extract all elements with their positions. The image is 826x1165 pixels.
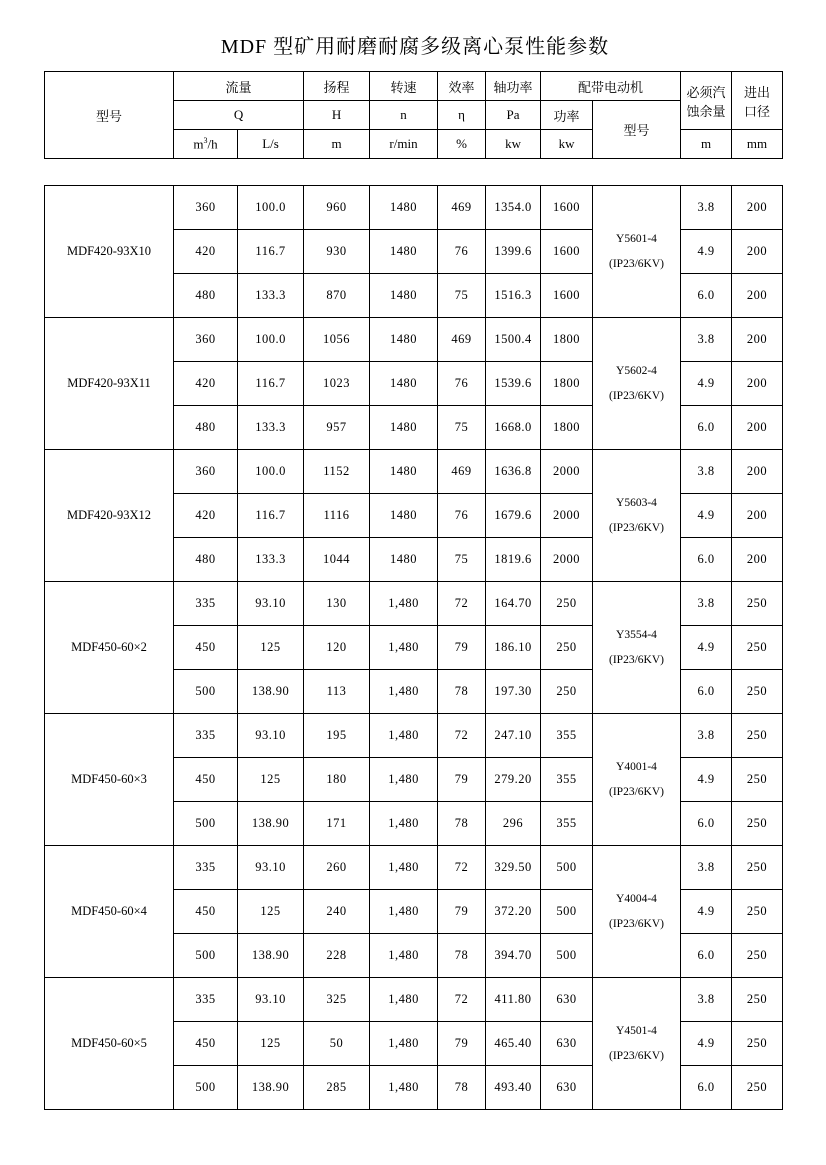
cell-flow-m3h: 450 xyxy=(174,626,238,670)
cell-head: 240 xyxy=(304,890,370,934)
cell-port-diameter: 250 xyxy=(732,802,783,846)
motor-model-spec: (IP23/6KV) xyxy=(609,257,664,270)
table-row xyxy=(45,978,783,1022)
cell-motor-power: 630 xyxy=(541,1066,593,1110)
cell-shaft-power: 1500.4 xyxy=(486,318,541,362)
header-group-efficiency: 效率 xyxy=(438,72,486,101)
motor-model-name: Y3554-4 xyxy=(616,629,657,642)
cell-flow-ls: 93.10 xyxy=(238,582,304,626)
cell-flow-ls: 93.10 xyxy=(238,978,304,1022)
cell-motor-model xyxy=(593,450,681,582)
header-group-flow: 流量 xyxy=(174,72,304,101)
header-unit-npsh: m xyxy=(681,130,732,159)
cell-motor-power: 500 xyxy=(541,846,593,890)
cell-motor-power: 2000 xyxy=(541,450,593,494)
table-header xyxy=(44,71,783,159)
cell-shaft-power: 465.40 xyxy=(486,1022,541,1066)
cell-npsh: 4.9 xyxy=(681,230,732,274)
cell-npsh: 6.0 xyxy=(681,1066,732,1110)
cell-pump-model: MDF420-93X12 xyxy=(45,450,174,582)
cell-flow-m3h: 335 xyxy=(174,582,238,626)
header-symbol-h: H xyxy=(304,101,370,130)
cell-flow-ls: 133.3 xyxy=(238,538,304,582)
cell-head: 285 xyxy=(304,1066,370,1110)
page-title: MDF 型矿用耐磨耐腐多级离心泵性能参数 xyxy=(220,36,610,58)
cell-flow-ls: 125 xyxy=(238,758,304,802)
cell-port-diameter: 200 xyxy=(732,406,783,450)
cell-flow-m3h: 500 xyxy=(174,802,238,846)
cell-head: 1056 xyxy=(304,318,370,362)
cell-shaft-power: 1668.0 xyxy=(486,406,541,450)
cell-speed: 1,480 xyxy=(370,934,438,978)
cell-speed: 1,480 xyxy=(370,1022,438,1066)
cell-flow-ls: 133.3 xyxy=(238,274,304,318)
cell-motor-power: 355 xyxy=(541,758,593,802)
cell-npsh: 3.8 xyxy=(681,714,732,758)
motor-model-spec: (IP23/6KV) xyxy=(609,521,664,534)
cell-flow-m3h: 480 xyxy=(174,538,238,582)
cell-head: 113 xyxy=(304,670,370,714)
cell-flow-m3h: 450 xyxy=(174,1022,238,1066)
cell-efficiency: 78 xyxy=(438,1066,486,1110)
cell-pump-model: MDF450-60×5 xyxy=(45,978,174,1110)
cell-port-diameter: 200 xyxy=(732,538,783,582)
cell-head: 195 xyxy=(304,714,370,758)
cell-port-diameter: 200 xyxy=(732,362,783,406)
motor-model-spec: (IP23/6KV) xyxy=(609,389,664,402)
cell-efficiency: 76 xyxy=(438,494,486,538)
header-symbol-n: n xyxy=(370,101,438,130)
cell-npsh: 6.0 xyxy=(681,538,732,582)
header-symbol-eta: η xyxy=(438,101,486,130)
cell-motor-power: 1800 xyxy=(541,406,593,450)
cell-efficiency: 72 xyxy=(438,978,486,1022)
cell-port-diameter: 250 xyxy=(732,670,783,714)
cell-port-diameter: 250 xyxy=(732,1022,783,1066)
cell-flow-m3h: 500 xyxy=(174,934,238,978)
cell-shaft-power: 296 xyxy=(486,802,541,846)
cell-npsh: 3.8 xyxy=(681,450,732,494)
header-group-speed: 转速 xyxy=(370,72,438,101)
cell-efficiency: 79 xyxy=(438,890,486,934)
cell-port-diameter: 250 xyxy=(732,626,783,670)
cell-shaft-power: 164.70 xyxy=(486,582,541,626)
motor-model-name: Y4001-4 xyxy=(616,761,657,774)
header-unit-ls: L/s xyxy=(238,130,304,159)
cell-motor-power: 500 xyxy=(541,934,593,978)
motor-model-spec: (IP23/6KV) xyxy=(609,917,664,930)
cell-flow-m3h: 360 xyxy=(174,450,238,494)
motor-model-name: Y5603-4 xyxy=(616,497,657,510)
cell-speed: 1480 xyxy=(370,538,438,582)
header-motor-model: 型号 xyxy=(593,101,681,159)
cell-motor-model xyxy=(593,846,681,978)
cell-pump-model: MDF420-93X10 xyxy=(45,186,174,318)
cell-head: 50 xyxy=(304,1022,370,1066)
cell-flow-m3h: 335 xyxy=(174,978,238,1022)
cell-flow-ls: 125 xyxy=(238,1022,304,1066)
cell-speed: 1480 xyxy=(370,406,438,450)
motor-model-spec: (IP23/6KV) xyxy=(609,785,664,798)
cell-speed: 1,480 xyxy=(370,670,438,714)
cell-flow-ls: 138.90 xyxy=(238,802,304,846)
cell-port-diameter: 200 xyxy=(732,450,783,494)
cell-head: 930 xyxy=(304,230,370,274)
cell-efficiency: 469 xyxy=(438,186,486,230)
cell-port-diameter: 200 xyxy=(732,494,783,538)
header-unit-percent: % xyxy=(438,130,486,159)
cell-speed: 1,480 xyxy=(370,890,438,934)
cell-motor-power: 355 xyxy=(541,714,593,758)
header-row-1 xyxy=(45,72,783,101)
cell-head: 960 xyxy=(304,186,370,230)
unit-sup: 3 xyxy=(203,135,208,145)
header-npsh-line1: 必须汽 xyxy=(686,84,726,100)
motor-model-name: Y4501-4 xyxy=(616,1025,657,1038)
cell-efficiency: 79 xyxy=(438,1022,486,1066)
cell-pump-model: MDF420-93X11 xyxy=(45,318,174,450)
cell-flow-ls: 125 xyxy=(238,626,304,670)
cell-head: 1044 xyxy=(304,538,370,582)
cell-shaft-power: 1354.0 xyxy=(486,186,541,230)
cell-speed: 1,480 xyxy=(370,802,438,846)
cell-flow-m3h: 450 xyxy=(174,758,238,802)
cell-npsh: 3.8 xyxy=(681,318,732,362)
cell-flow-ls: 138.90 xyxy=(238,670,304,714)
unit-per-h: /h xyxy=(207,136,218,152)
cell-shaft-power: 1516.3 xyxy=(486,274,541,318)
cell-flow-m3h: 420 xyxy=(174,494,238,538)
cell-flow-ls: 93.10 xyxy=(238,714,304,758)
cell-flow-ls: 116.7 xyxy=(238,362,304,406)
motor-model-name: Y4004-4 xyxy=(616,893,657,906)
cell-shaft-power: 197.30 xyxy=(486,670,541,714)
cell-flow-m3h: 335 xyxy=(174,846,238,890)
cell-head: 325 xyxy=(304,978,370,1022)
cell-motor-power: 250 xyxy=(541,626,593,670)
cell-port-diameter: 250 xyxy=(732,1066,783,1110)
cell-flow-m3h: 420 xyxy=(174,362,238,406)
cell-head: 1023 xyxy=(304,362,370,406)
motor-model-name: Y5601-4 xyxy=(616,233,657,246)
cell-port-diameter: 250 xyxy=(732,758,783,802)
cell-port-diameter: 200 xyxy=(732,230,783,274)
cell-shaft-power: 186.10 xyxy=(486,626,541,670)
header-npsh-line2: 蚀余量 xyxy=(686,103,726,119)
cell-motor-power: 630 xyxy=(541,978,593,1022)
cell-motor-power: 630 xyxy=(541,1022,593,1066)
table-row xyxy=(45,846,783,890)
table-row xyxy=(45,582,783,626)
cell-npsh: 4.9 xyxy=(681,1022,732,1066)
cell-npsh: 6.0 xyxy=(681,934,732,978)
cell-speed: 1,480 xyxy=(370,582,438,626)
cell-motor-power: 355 xyxy=(541,802,593,846)
header-group-head: 扬程 xyxy=(304,72,370,101)
cell-head: 260 xyxy=(304,846,370,890)
cell-efficiency: 75 xyxy=(438,538,486,582)
cell-efficiency: 75 xyxy=(438,406,486,450)
cell-head: 1152 xyxy=(304,450,370,494)
cell-speed: 1,480 xyxy=(370,758,438,802)
cell-speed: 1480 xyxy=(370,186,438,230)
cell-flow-m3h: 360 xyxy=(174,318,238,362)
cell-motor-power: 250 xyxy=(541,670,593,714)
cell-port-diameter: 200 xyxy=(732,318,783,362)
cell-head: 120 xyxy=(304,626,370,670)
header-port-line1: 进出 xyxy=(744,84,771,100)
cell-motor-model xyxy=(593,318,681,450)
cell-efficiency: 76 xyxy=(438,362,486,406)
cell-npsh: 6.0 xyxy=(681,274,732,318)
cell-pump-model: MDF450-60×4 xyxy=(45,846,174,978)
cell-shaft-power: 1399.6 xyxy=(486,230,541,274)
cell-npsh: 3.8 xyxy=(681,846,732,890)
cell-efficiency: 76 xyxy=(438,230,486,274)
cell-npsh: 4.9 xyxy=(681,758,732,802)
cell-npsh: 3.8 xyxy=(681,978,732,1022)
cell-motor-power: 1600 xyxy=(541,186,593,230)
cell-shaft-power: 394.70 xyxy=(486,934,541,978)
cell-flow-ls: 100.0 xyxy=(238,450,304,494)
cell-flow-m3h: 480 xyxy=(174,406,238,450)
header-unit-m: m xyxy=(304,130,370,159)
cell-flow-ls: 133.3 xyxy=(238,406,304,450)
header-unit-kw-motor: kw xyxy=(541,130,593,159)
cell-motor-power: 1600 xyxy=(541,274,593,318)
motor-model-spec: (IP23/6KV) xyxy=(609,1049,664,1062)
cell-port-diameter: 250 xyxy=(732,582,783,626)
cell-flow-m3h: 450 xyxy=(174,890,238,934)
cell-shaft-power: 1636.8 xyxy=(486,450,541,494)
cell-head: 130 xyxy=(304,582,370,626)
header-group-motor: 配带电动机 xyxy=(541,72,681,101)
cell-efficiency: 72 xyxy=(438,714,486,758)
header-symbol-motor-power: 功率 xyxy=(541,101,593,130)
header-unit-m3h xyxy=(174,130,238,159)
cell-npsh: 3.8 xyxy=(681,582,732,626)
cell-flow-ls: 116.7 xyxy=(238,494,304,538)
table-row xyxy=(45,186,783,230)
cell-head: 228 xyxy=(304,934,370,978)
cell-speed: 1480 xyxy=(370,318,438,362)
table-row xyxy=(45,318,783,362)
cell-speed: 1,480 xyxy=(370,846,438,890)
header-unit-rmin: r/min xyxy=(370,130,438,159)
table-row xyxy=(45,450,783,494)
cell-speed: 1,480 xyxy=(370,626,438,670)
cell-port-diameter: 250 xyxy=(732,934,783,978)
cell-speed: 1480 xyxy=(370,230,438,274)
cell-flow-ls: 100.0 xyxy=(238,318,304,362)
cell-npsh: 6.0 xyxy=(681,406,732,450)
cell-shaft-power: 329.50 xyxy=(486,846,541,890)
cell-efficiency: 469 xyxy=(438,318,486,362)
cell-flow-m3h: 480 xyxy=(174,274,238,318)
cell-flow-ls: 100.0 xyxy=(238,186,304,230)
cell-speed: 1,480 xyxy=(370,1066,438,1110)
cell-motor-power: 250 xyxy=(541,582,593,626)
cell-speed: 1,480 xyxy=(370,978,438,1022)
cell-flow-m3h: 500 xyxy=(174,1066,238,1110)
cell-flow-ls: 138.90 xyxy=(238,934,304,978)
cell-port-diameter: 250 xyxy=(732,978,783,1022)
cell-pump-model: MDF450-60×3 xyxy=(45,714,174,846)
cell-motor-power: 500 xyxy=(541,890,593,934)
cell-shaft-power: 279.20 xyxy=(486,758,541,802)
motor-model-spec: (IP23/6KV) xyxy=(609,653,664,666)
cell-efficiency: 79 xyxy=(438,758,486,802)
cell-npsh: 4.9 xyxy=(681,626,732,670)
cell-efficiency: 72 xyxy=(438,582,486,626)
cell-flow-ls: 125 xyxy=(238,890,304,934)
cell-speed: 1480 xyxy=(370,494,438,538)
cell-speed: 1480 xyxy=(370,362,438,406)
cell-shaft-power: 493.40 xyxy=(486,1066,541,1110)
cell-motor-model xyxy=(593,582,681,714)
header-unit-mm: mm xyxy=(732,130,783,159)
cell-motor-power: 2000 xyxy=(541,494,593,538)
cell-port-diameter: 200 xyxy=(732,274,783,318)
table-row xyxy=(45,714,783,758)
cell-flow-m3h: 335 xyxy=(174,714,238,758)
cell-efficiency: 78 xyxy=(438,934,486,978)
cell-shaft-power: 247.10 xyxy=(486,714,541,758)
cell-motor-power: 1800 xyxy=(541,318,593,362)
cell-motor-power: 2000 xyxy=(541,538,593,582)
cell-flow-ls: 116.7 xyxy=(238,230,304,274)
cell-port-diameter: 250 xyxy=(732,846,783,890)
cell-head: 957 xyxy=(304,406,370,450)
cell-speed: 1480 xyxy=(370,274,438,318)
cell-port-diameter: 250 xyxy=(732,714,783,758)
header-model: 型号 xyxy=(45,72,174,159)
cell-head: 1116 xyxy=(304,494,370,538)
cell-flow-m3h: 360 xyxy=(174,186,238,230)
cell-motor-model xyxy=(593,714,681,846)
cell-efficiency: 78 xyxy=(438,670,486,714)
cell-port-diameter: 200 xyxy=(732,186,783,230)
cell-pump-model: MDF450-60×2 xyxy=(45,582,174,714)
cell-efficiency: 79 xyxy=(438,626,486,670)
motor-model-name: Y5602-4 xyxy=(616,365,657,378)
cell-head: 180 xyxy=(304,758,370,802)
cell-efficiency: 78 xyxy=(438,802,486,846)
cell-shaft-power: 1679.6 xyxy=(486,494,541,538)
cell-efficiency: 72 xyxy=(438,846,486,890)
cell-npsh: 4.9 xyxy=(681,890,732,934)
cell-flow-ls: 93.10 xyxy=(238,846,304,890)
header-symbol-pa: Pa xyxy=(486,101,541,130)
cell-shaft-power: 372.20 xyxy=(486,890,541,934)
cell-shaft-power: 1539.6 xyxy=(486,362,541,406)
header-body-gap xyxy=(44,159,786,185)
cell-npsh: 4.9 xyxy=(681,494,732,538)
cell-shaft-power: 1819.6 xyxy=(486,538,541,582)
cell-head: 870 xyxy=(304,274,370,318)
cell-head: 171 xyxy=(304,802,370,846)
cell-npsh: 3.8 xyxy=(681,186,732,230)
cell-motor-model xyxy=(593,978,681,1110)
cell-npsh: 4.9 xyxy=(681,362,732,406)
cell-motor-model xyxy=(593,186,681,318)
header-symbol-q: Q xyxy=(174,101,304,130)
header-unit-kw-shaft: kw xyxy=(486,130,541,159)
cell-efficiency: 469 xyxy=(438,450,486,494)
cell-shaft-power: 411.80 xyxy=(486,978,541,1022)
cell-npsh: 6.0 xyxy=(681,670,732,714)
cell-flow-m3h: 500 xyxy=(174,670,238,714)
cell-motor-power: 1800 xyxy=(541,362,593,406)
header-npsh xyxy=(681,72,732,130)
header-port-line2: 口径 xyxy=(744,103,771,119)
cell-flow-m3h: 420 xyxy=(174,230,238,274)
cell-speed: 1480 xyxy=(370,450,438,494)
table-body xyxy=(44,185,783,1110)
cell-flow-ls: 138.90 xyxy=(238,1066,304,1110)
cell-motor-power: 1600 xyxy=(541,230,593,274)
cell-speed: 1,480 xyxy=(370,714,438,758)
cell-npsh: 6.0 xyxy=(681,802,732,846)
header-group-shaft-power: 轴功率 xyxy=(486,72,541,101)
header-port-diameter xyxy=(732,72,783,130)
unit-m: m xyxy=(193,136,204,152)
cell-port-diameter: 250 xyxy=(732,890,783,934)
cell-efficiency: 75 xyxy=(438,274,486,318)
